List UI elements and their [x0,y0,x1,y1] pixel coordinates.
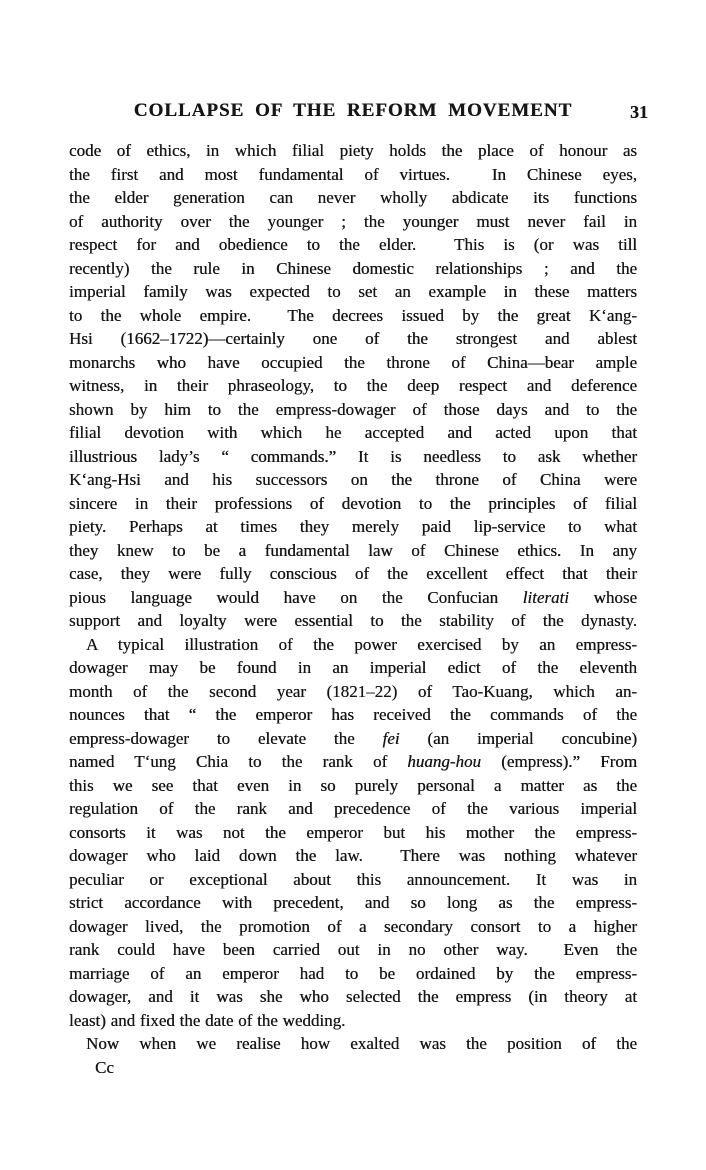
text-line [69,257,637,281]
text-run: rank could have been carried out in no other way. Even the [69,940,637,959]
text-line [69,915,637,939]
text-line [69,445,637,469]
text-line [69,633,637,657]
text-run: the elder generation can never wholly abdicate its functions [69,188,637,207]
text-run: dowager, and it was she who selected the empress (in theory at [69,987,637,1006]
text-run: regulation of the rank and precedence of the various imperial [69,799,637,818]
text-line [69,327,637,351]
text-run: empress-dowager to elevate the [69,728,383,748]
text-run: Cc [95,1057,114,1077]
text-run: dowager who laid down the law. There was nothing whatever [69,846,637,865]
text-run: imperial family was expected to set an example in these matters [69,282,637,301]
text-line [69,797,637,821]
text-line [69,938,637,962]
text-line [69,985,637,1009]
text-line [69,210,637,234]
text-run: (empress).” From [480,752,637,771]
text-run: shown by him to the empress-dowager of those days and to the [69,399,637,419]
text-line [69,492,637,516]
text-run: consorts it was not the emperor but his mother the empress- [69,822,637,842]
text-line [69,656,637,680]
text-run: support and loyalty were essential to the stability of the dynasty. [69,611,637,630]
chapter-title: COLLAPSE OF THE REFORM MOVEMENT [133,100,573,121]
text-line [69,374,637,398]
text-run: A typical illustration of the power exercised by an empress- [86,634,637,654]
text-run: witness, in their phraseology, to the deep respect and deference [69,376,637,395]
text-line [69,468,637,492]
text-run: least) and fixed the date of the wedding. [69,1010,346,1030]
text-run: the first and most fundamental of virtues. In Chinese eyes, [69,164,637,184]
text-run: Hsi (1662–1722)—certainly one of the strongest and ablest [69,329,637,348]
text-line [69,304,637,328]
text-line [69,962,637,986]
text-line [69,515,637,539]
body-lines [69,139,637,1079]
text-run: they knew to be a fundamental law of Chinese ethics. In any [69,540,637,560]
text-line [69,186,637,210]
text-line [69,1009,637,1033]
text-run: monarchs who have occupied the throne of China—bear ample [69,352,637,372]
text-run: this we see that even in so purely personal a matter as the [69,775,637,795]
text-run: sincere in their professions of devotion to the principles of filial [69,493,637,513]
italic-word: literati [522,587,569,607]
text-line [69,421,637,445]
text-run: dowager lived, the promotion of a secondary consort to a higher [69,916,637,936]
text-run: code of ethics, in which filial piety holds the place of honour as [69,141,637,160]
text-line [69,539,637,563]
text-run: (an imperial concubine) [399,728,637,748]
text-line [69,163,637,187]
text-run: to the whole empire. The decrees issued by the great K‘ang- [69,305,637,325]
page-number: 31 [630,102,648,122]
text-run: peculiar or exceptional about this announcement. It was in [69,869,637,889]
text-line [69,703,637,727]
text-line [69,774,637,798]
italic-word: huang-hou [407,752,481,771]
text-run: of authority over the younger ; the younger must never fail in [69,211,637,231]
text-line [69,351,637,375]
text-line [69,233,637,257]
text-line [69,868,637,892]
text-line [69,844,637,868]
italic-word: fei [382,728,400,748]
running-header [69,99,648,125]
text-run: K‘ang-Hsi and his successors on the throne of China were [69,470,637,489]
text-run: respect for and obedience to the elder. This is (or was till [69,235,637,254]
text-run: filial devotion with which he accepted and acted upon that [69,423,637,442]
text-line [69,891,637,915]
text-run: whose [568,587,637,607]
text-run: month of the second year (1821–22) of Tao-Kuang, which an- [69,681,637,701]
text-run: illustrious lady’s “ commands.” It is needless to ask whether [69,446,637,466]
text-line [69,139,637,163]
text-run: pious language would have on the Confucian [69,587,523,607]
text-run: dowager may be found in an imperial edict of the eleventh [69,658,637,677]
signature-mark [69,1056,637,1080]
text-run: nounces that “ the emperor has received the commands of the [69,705,637,724]
text-run: named T‘ung Chia to the rank of [69,752,408,771]
text-line [69,1032,637,1056]
text-run: piety. Perhaps at times they merely paid lip-service to what [69,517,637,536]
text-line [69,586,637,610]
text-line [69,680,637,704]
text-line [69,280,637,304]
text-line [69,562,637,586]
text-line [69,609,637,633]
text-line [69,750,637,774]
text-line [69,727,637,751]
text-run: Now when we realise how exalted was the position of the [86,1034,637,1053]
text-run: strict accordance with precedent, and so long as the empress- [69,893,637,912]
text-run: case, they were fully conscious of the excellent effect that their [69,564,637,583]
text-line [69,821,637,845]
text-run: recently) the rule in Chinese domestic relationships ; and the [69,258,637,278]
text-run: marriage of an emperor had to be ordained by the empress- [69,963,637,983]
text-line [69,398,637,422]
